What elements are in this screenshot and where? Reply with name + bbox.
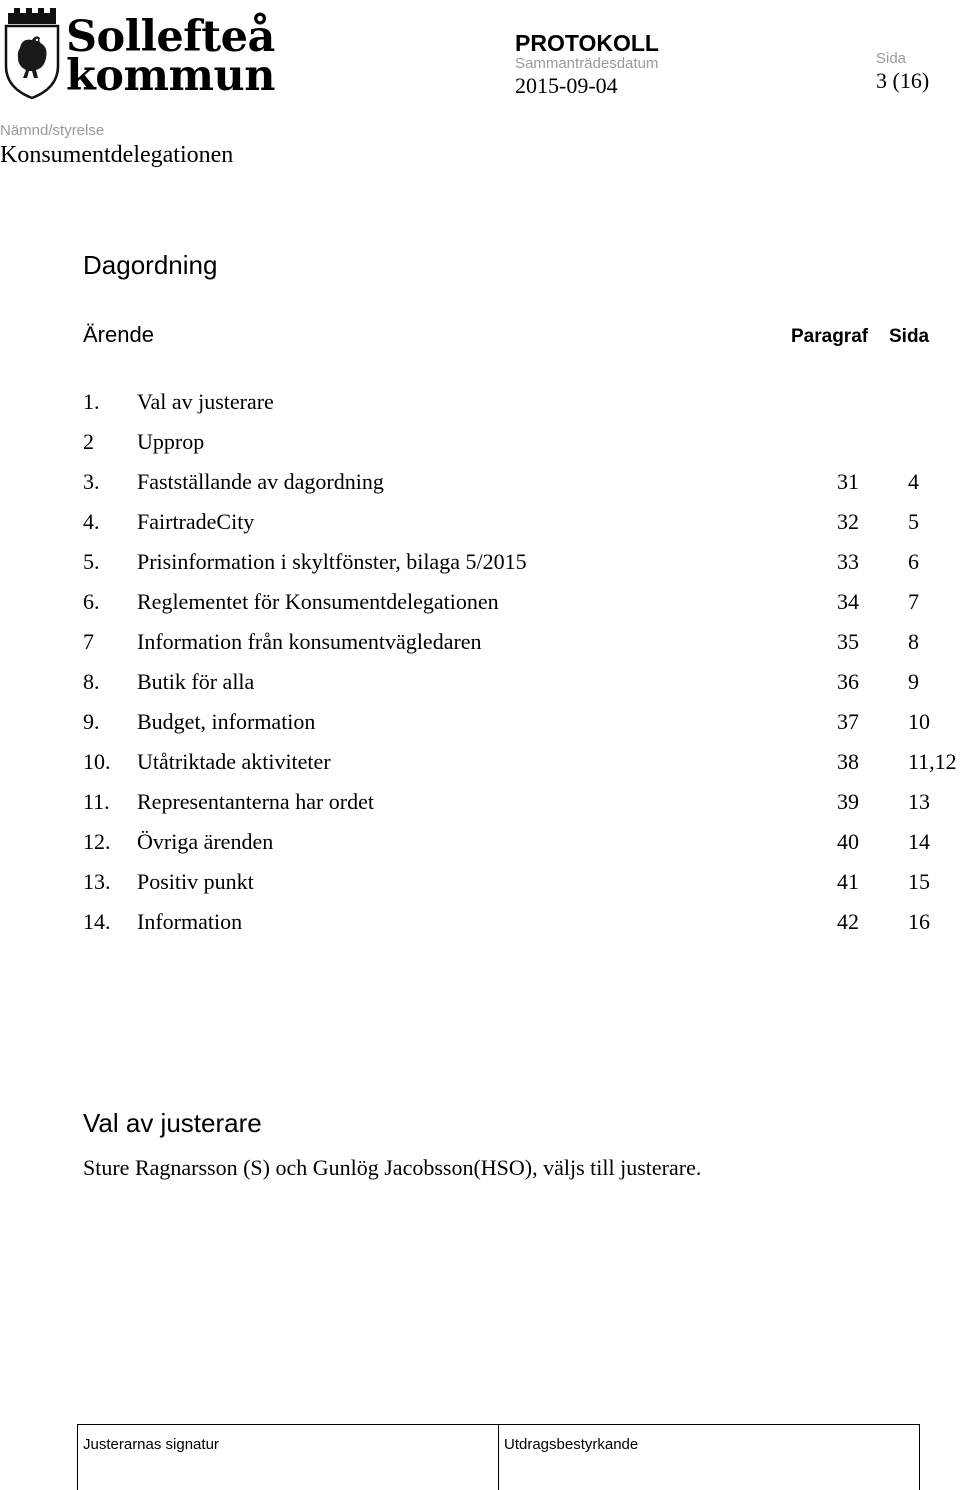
item-title: Information [137,909,243,934]
item-paragraph: 35 [837,629,859,654]
column-header-item: Ärende [83,322,154,347]
item-title: Information från konsumentvägledaren [137,629,482,654]
item-paragraph: 39 [837,789,859,814]
item-number: 4. [83,509,100,534]
item-title: Reglementet för Konsumentdelegationen [137,589,499,614]
item-title: Positiv punkt [137,869,254,894]
item-page: 5 [908,509,919,534]
item-paragraph: 36 [837,669,859,694]
agenda-item [0,782,960,822]
item-number: 12. [83,829,111,854]
item-title: Fastställande av dagordning [137,469,384,494]
item-title: Prisinformation i skyltfönster, bilaga 5/2015 [137,549,527,574]
agenda-item [0,622,960,662]
item-title: FairtradeCity [137,509,255,534]
item-title: Representanterna har ordet [137,789,374,814]
column-header-page: Sida [889,326,930,347]
item-number: 3. [83,469,100,494]
logo-line-1: Sollefteå [66,12,275,62]
item-number: 1. [83,389,100,414]
item-number: 11. [83,789,110,814]
section-heading: Val av justerare [83,1108,262,1138]
meeting-date: 2015-09-04 [515,73,618,98]
item-paragraph: 34 [837,589,859,614]
item-number: 13. [83,869,111,894]
item-number: 7 [83,629,94,654]
agenda-item [0,822,960,862]
item-page: 6 [908,549,919,574]
item-page: 15 [908,869,930,894]
item-title: Upprop [137,429,205,454]
agenda-item [0,582,960,622]
document-type: PROTOKOLL [515,30,659,56]
agenda-item [0,662,960,702]
meeting-date-label: Sammanträdesdatum [515,55,659,72]
agenda-item [0,702,960,742]
item-page: 11,12 [908,749,957,774]
item-paragraph: 42 [837,909,859,934]
section-body: Sture Ragnarsson (S) och Gunlög Jacobsson(HSO), väljs till justerare. [83,1155,702,1180]
agenda-item [0,502,960,542]
item-page: 7 [908,589,919,614]
item-page: 4 [908,469,919,494]
item-paragraph: 33 [837,549,859,574]
item-title: Budget, information [137,709,316,734]
item-number: 2 [83,429,94,454]
agenda-item [0,542,960,582]
page-label: Sida [876,50,907,67]
agenda-list [0,382,960,942]
item-paragraph: 41 [837,869,859,894]
column-header-paragraph: Paragraf [791,326,869,347]
item-title: Övriga ärenden [137,829,274,854]
agenda-title: Dagordning [83,250,218,280]
item-page: 16 [908,909,930,934]
municipality-logo [66,12,275,101]
certification-label: Utdragsbestyrkande [504,1436,639,1453]
agenda-item [0,462,960,502]
item-page: 10 [908,709,930,734]
item-paragraph: 32 [837,509,859,534]
item-number: 14. [83,909,111,934]
agenda-item [0,902,960,942]
item-page: 8 [908,629,919,654]
item-title: Val av justerare [137,389,274,414]
item-title: Utåtriktade aktiviteter [137,749,331,774]
signature-divider [498,1424,499,1490]
coat-of-arms-icon [2,4,62,100]
item-paragraph: 37 [837,709,859,734]
item-number: 8. [83,669,100,694]
page-number: 3 (16) [876,68,930,93]
item-page: 9 [908,669,919,694]
logo-line-2: kommun [66,51,275,101]
item-paragraph: 31 [837,469,859,494]
item-paragraph: 38 [837,749,859,774]
item-page: 13 [908,789,930,814]
agenda-item [0,742,960,782]
item-number: 9. [83,709,100,734]
agenda-item [0,382,960,422]
item-number: 5. [83,549,100,574]
board-name: Konsumentdelegationen [0,142,234,168]
item-number: 6. [83,589,100,614]
agenda-item [0,862,960,902]
signature-label: Justerarnas signatur [83,1436,219,1453]
item-number: 10. [83,749,111,774]
agenda-item [0,422,960,462]
item-paragraph: 40 [837,829,859,854]
item-page: 14 [908,829,930,854]
board-label: Nämnd/styrelse [0,122,105,139]
item-title: Butik för alla [137,669,255,694]
